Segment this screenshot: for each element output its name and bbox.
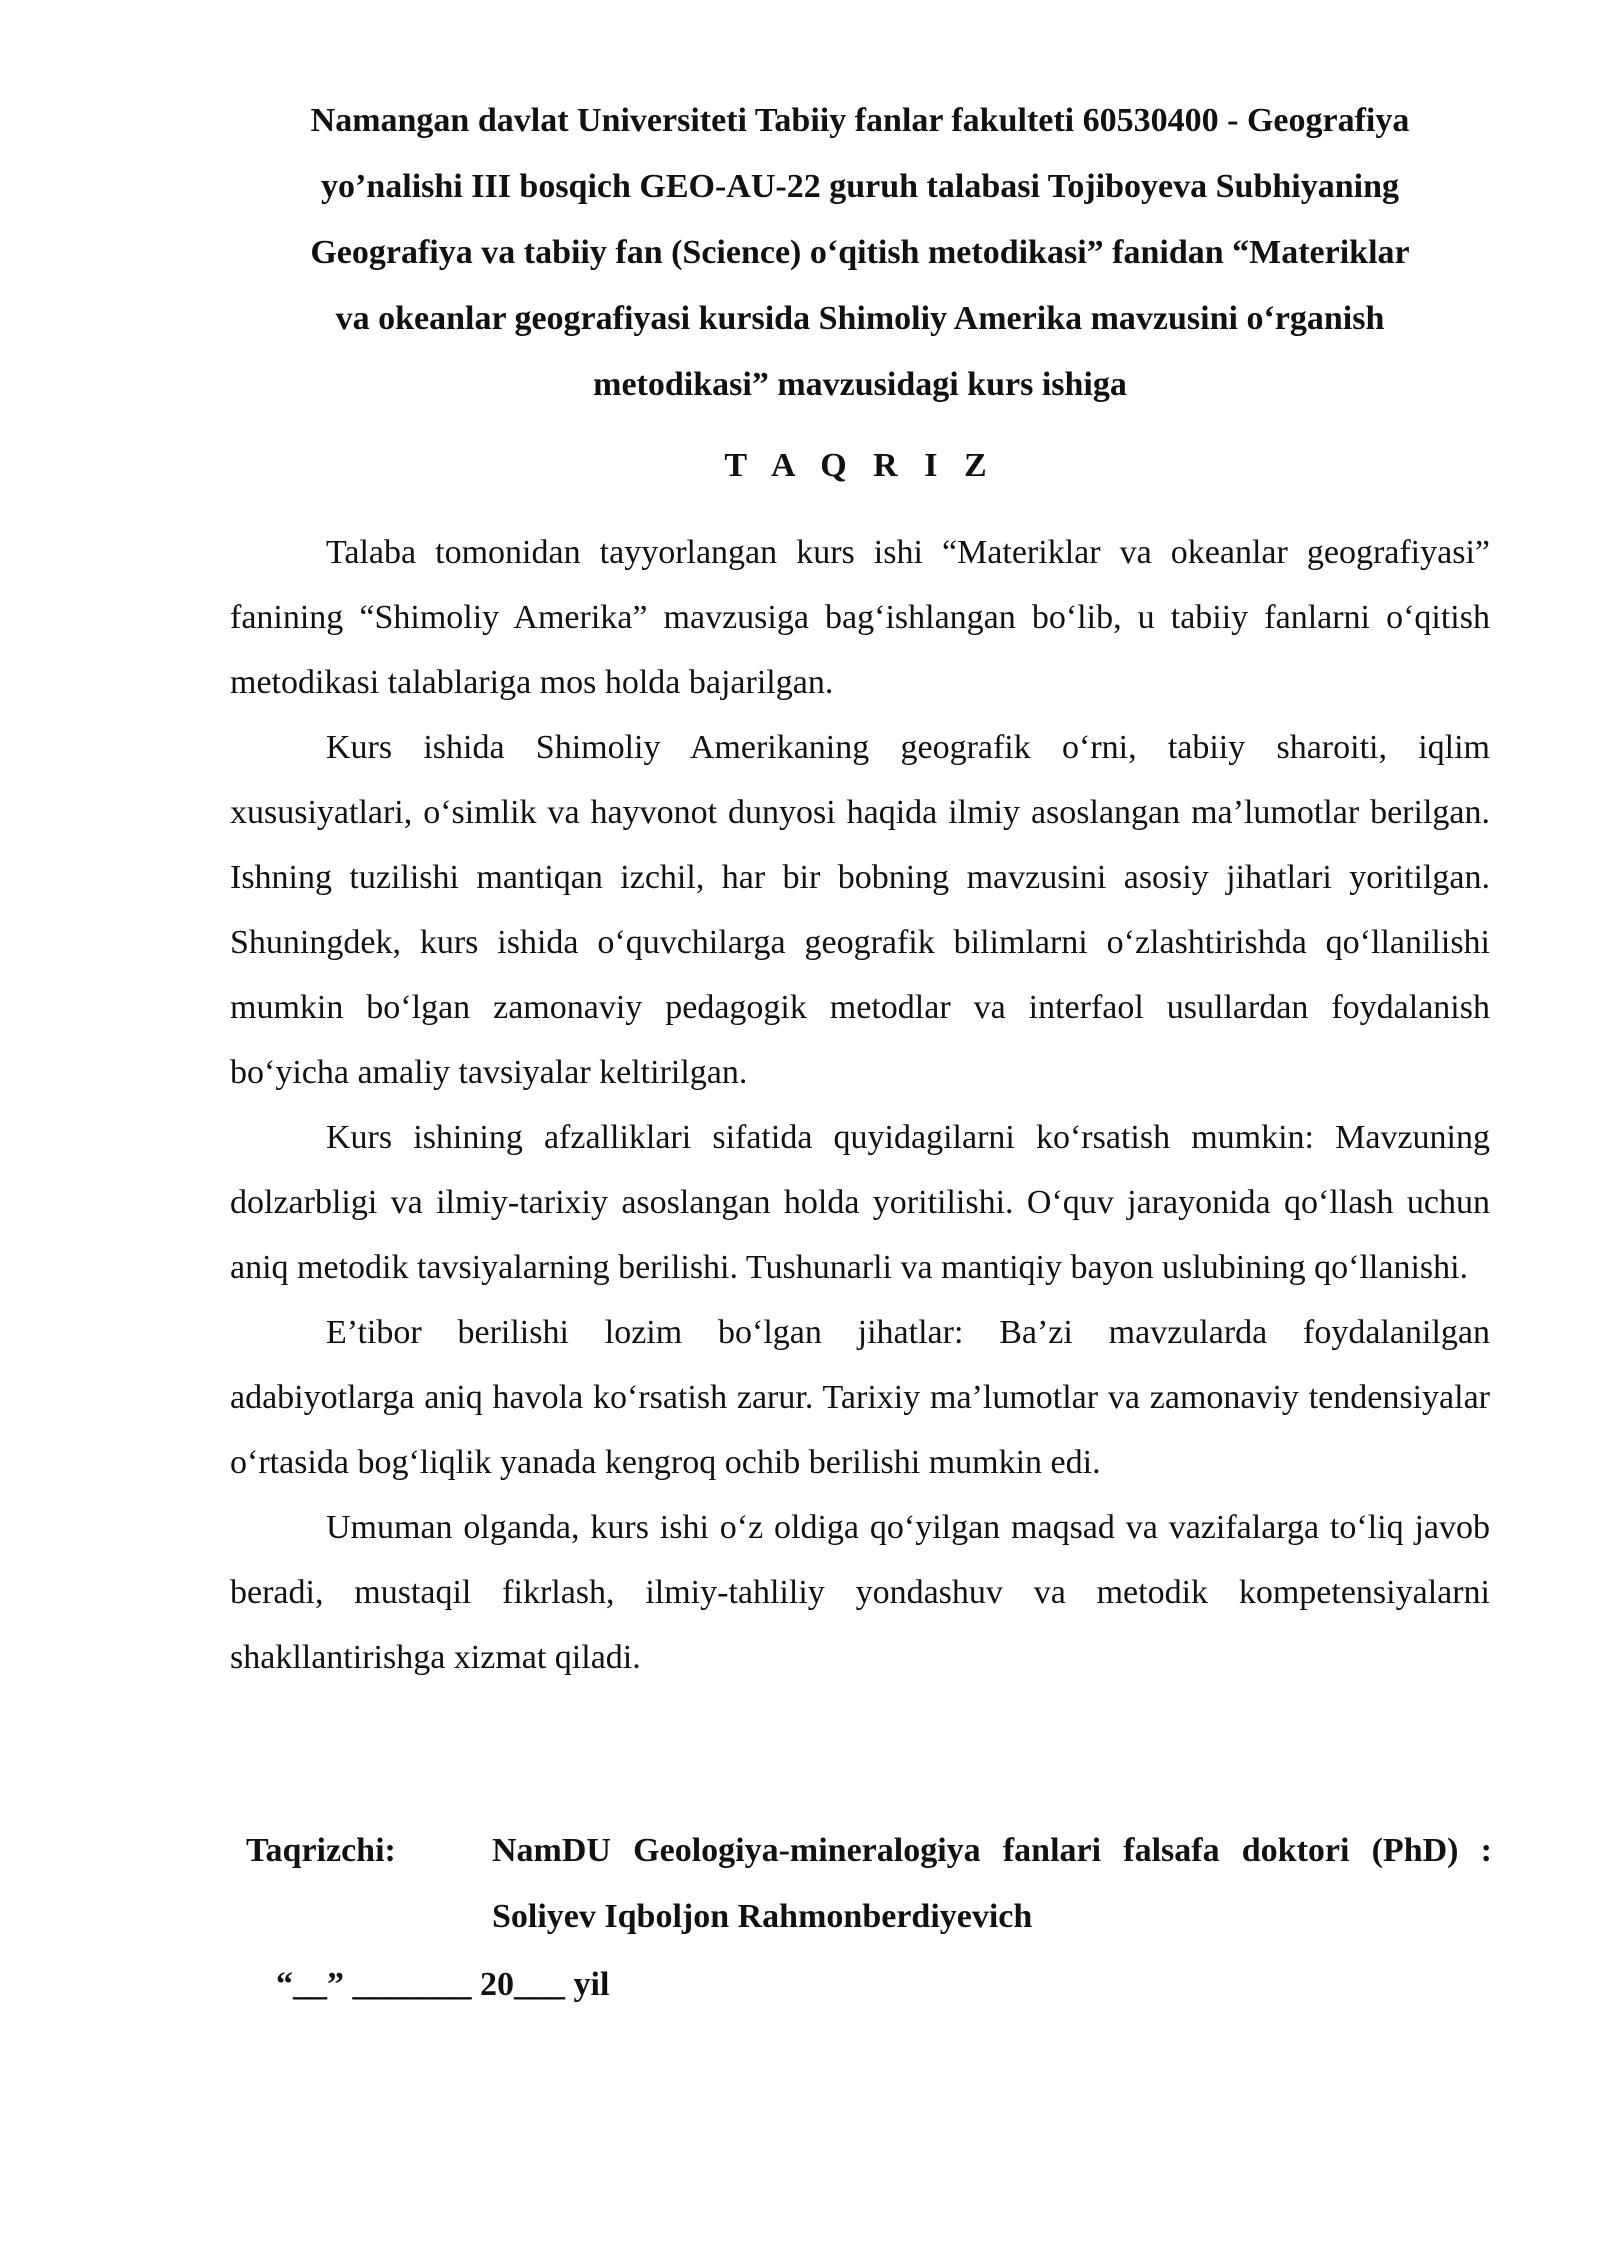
heading-line: va okeanlar geografiyasi kursida Shimoliy Amerika mavzusini o‘rganish <box>335 300 1385 337</box>
body-paragraph: Kurs ishining afzalliklari sifatida quyidagilarni ko‘rsatish mumkin: Mavzuning dolzarbligi va ilmiy-tarixiy asoslangan holda yoritilishi. O‘quv jarayonida qo‘llash uchun aniq metodik tavsiyalarning berilishi. Tushunarli va mantiqiy bayon uslubining qo‘llanishi. <box>230 1119 1490 1286</box>
body-paragraph: Umuman olganda, kurs ishi o‘z oldiga qo‘yilgan maqsad va vazifalarga to‘liq javob beradi, mustaqil fikrlash, ilmiy-tahliliy yondashuv va metodik kompetensiyalarni shakllantirishga xizmat qiladi. <box>230 1509 1490 1676</box>
document-title: T A Q R I Z <box>724 447 996 484</box>
heading-line: metodikasi” mavzusidagi kurs ishiga <box>593 366 1127 403</box>
body-paragraph: Talaba tomonidan tayyorlangan kurs ishi “Materiklar va okeanlar geografiyasi” fanining “Shimoliy Amerika” mavzusiga bag‘ishlangan bo‘lib, u tabiiy fanlarni o‘qitish metodikasi talablariga mos holda bajarilgan. <box>230 534 1490 701</box>
heading-line: yo’nalishi III bosqich GEO-AU-22 guruh talabasi Tojiboyeva Subhiyaning <box>321 168 1399 205</box>
review-body <box>230 520 1490 1690</box>
heading-line: Geografiya va tabiiy fan (Science) o‘qitish metodikasi” fanidan “Materiklar <box>310 234 1410 271</box>
reviewer-label: Taqrizchi: <box>246 1832 396 1869</box>
document-heading <box>230 88 1490 418</box>
date-line: “__” _______ 20___ yil <box>276 1966 610 2003</box>
heading-line: Namangan davlat Universiteti Tabiiy fanlar fakulteti 60530400 - Geografiya <box>310 102 1410 139</box>
body-paragraph: E’tibor berilishi lozim bo‘lgan jihatlar: Ba’zi mavzularda foydalanilgan adabiyotlarga aniq havola ko‘rsatish zarur. Tarixiy ma’lumotlar va zamonaviy tendensiyalar o‘rtasida bog‘liqlik yanada kengroq ochib berilishi mumkin edi. <box>230 1314 1490 1481</box>
reviewer-details: NamDU Geologiya-mineralogiya fanlari falsafa doktori (PhD) : Soliyev Iqboljon Rahmonberdiyevich <box>492 1832 1492 1935</box>
body-paragraph: Kurs ishida Shimoliy Amerikaning geografik o‘rni, tabiiy sharoiti, iqlim xususiyatlari, o‘simlik va hayvonot dunyosi haqida ilmiy asoslangan ma’lumotlar berilgan. Ishning tuzilishi mantiqan izchil, har bir bobning mavzusini asosiy jihatlari yoritilgan. Shuningdek, kurs ishida o‘quvchilarga geografik bilimlarni o‘zlashtirishda qo‘llanilishi mumkin bo‘lgan zamonaviy pedagogik metodlar va interfaol usullardan foydalanish bo‘yicha amaliy tavsiyalar keltirilgan. <box>230 729 1490 1091</box>
